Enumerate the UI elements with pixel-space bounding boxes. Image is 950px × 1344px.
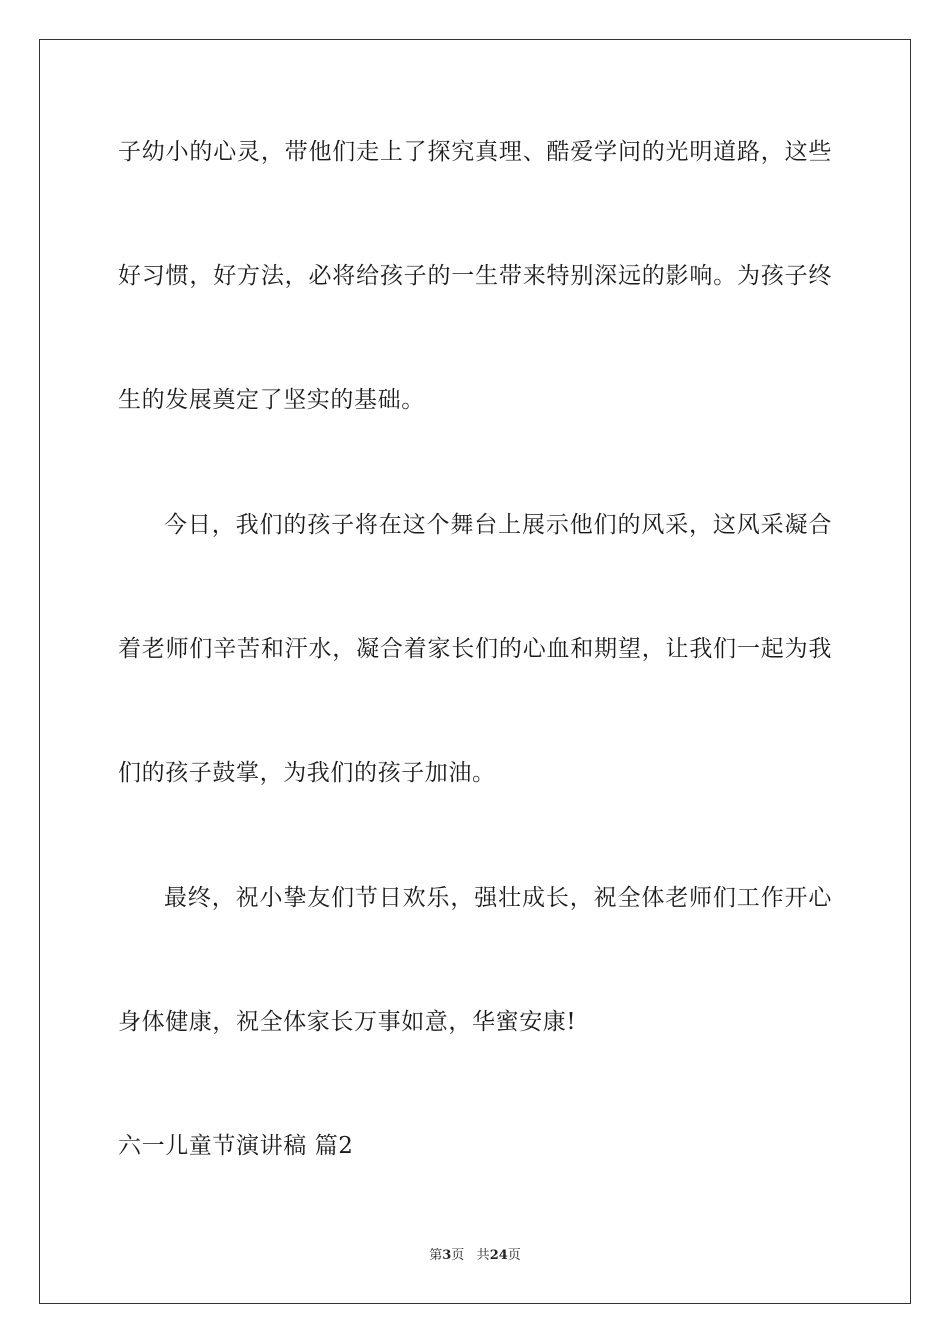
- total-prefix: 共: [476, 1248, 490, 1263]
- paragraph-1-line-3: 生的发展奠定了坚实的基础。: [118, 387, 425, 413]
- paragraph-2-line-3: 们的孩子鼓掌，为我们的孩子加油。: [118, 760, 496, 786]
- section-heading: 六一儿童节演讲稿 篇2: [118, 1133, 354, 1159]
- total-page-count: 24: [489, 1248, 508, 1263]
- paragraph-2-line-1: 今日，我们的孩子将在这个舞台上展示他们的风采，这风采凝合: [164, 512, 832, 538]
- page-number-footer: [0, 1247, 950, 1265]
- paragraph-1-line-1: 子幼小的心灵，带他们走上了探究真理、酷爱学问的光明道路，这些: [118, 139, 832, 165]
- page-border: [39, 39, 911, 1304]
- paragraph-3-line-2: 身体健康，祝全体家长万事如意，华蜜安康!: [118, 1009, 577, 1035]
- page-prefix: 第: [429, 1248, 443, 1263]
- paragraph-1-line-2: 好习惯，好方法，必将给孩子的一生带来特别深远的影响。为孩子终: [118, 263, 832, 289]
- total-suffix: 页: [507, 1248, 521, 1263]
- page-suffix: 页: [451, 1248, 465, 1263]
- current-page-number: 3: [442, 1248, 452, 1263]
- paragraph-3-line-1: 最终，祝小挚友们节日欢乐，强壮成长，祝全体老师们工作开心: [164, 885, 832, 911]
- paragraph-2-line-2: 着老师们辛苦和汗水，凝合着家长们的心血和期望，让我们一起为我: [118, 636, 832, 662]
